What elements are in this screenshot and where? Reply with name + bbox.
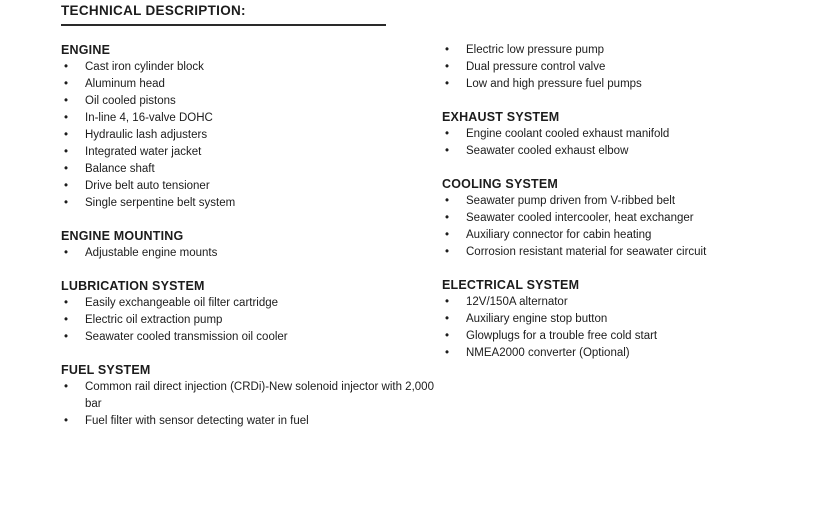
spec-section <box>61 228 446 262</box>
list-item-text: Auxiliary connector for cabin heating <box>466 229 652 241</box>
list-item-text: Aluminum head <box>85 78 165 90</box>
bullet-icon: • <box>64 197 69 209</box>
section-heading: ELECTRICAL SYSTEM <box>442 278 580 292</box>
bullet-icon: • <box>445 128 450 140</box>
list-item-text: Electric oil extraction pump <box>85 314 223 326</box>
bullet-icon: • <box>64 112 69 124</box>
bullet-icon: • <box>64 381 69 393</box>
list-item <box>442 143 830 160</box>
list-item <box>61 295 446 312</box>
spec-section <box>61 42 446 212</box>
list-item <box>61 312 446 329</box>
bullet-list <box>61 59 446 212</box>
list-item-text: Adjustable engine mounts <box>85 247 218 259</box>
list-item-text: In-line 4, 16-valve DOHC <box>85 112 213 124</box>
bullet-icon: • <box>445 246 450 258</box>
bullet-list <box>61 295 446 346</box>
bullet-list <box>442 294 830 362</box>
section-heading: LUBRICATION SYSTEM <box>61 279 205 293</box>
bullet-icon: • <box>445 229 450 241</box>
list-item <box>442 59 830 76</box>
bullet-icon: • <box>445 44 450 56</box>
list-item <box>442 76 830 93</box>
list-item-text: Integrated water jacket <box>85 146 202 158</box>
bullet-icon: • <box>64 61 69 73</box>
list-item-text: Fuel filter with sensor detecting water in fuel <box>85 415 309 427</box>
bullet-icon: • <box>445 313 450 325</box>
column-right <box>442 42 830 362</box>
list-item <box>61 195 446 212</box>
list-item-text: Cast iron cylinder block <box>85 61 204 73</box>
bullet-list <box>61 245 446 262</box>
section-heading: FUEL SYSTEM <box>61 363 151 377</box>
list-item <box>442 42 830 59</box>
bullet-icon: • <box>64 314 69 326</box>
list-item <box>442 210 830 227</box>
section-heading: ENGINE <box>61 43 111 57</box>
spec-section <box>442 176 830 261</box>
bullet-icon: • <box>64 297 69 309</box>
list-item-text: Seawater cooled intercooler, heat exchanger <box>466 212 694 224</box>
spec-section <box>442 277 830 362</box>
list-item <box>61 379 446 413</box>
bullet-icon: • <box>64 247 69 259</box>
bullet-list <box>61 379 446 430</box>
list-item <box>61 76 446 93</box>
list-item-text: 12V/150A alternator <box>466 296 568 308</box>
list-item-text: Seawater cooled exhaust elbow <box>466 145 629 157</box>
list-item-text: Hydraulic lash adjusters <box>85 129 208 141</box>
bullet-icon: • <box>445 347 450 359</box>
list-item-text: Auxiliary engine stop button <box>466 313 608 325</box>
bullet-list <box>442 193 830 261</box>
list-item-text: Corrosion resistant material for seawater circuit <box>466 246 707 258</box>
bullet-icon: • <box>445 330 450 342</box>
list-item <box>61 127 446 144</box>
list-item-text: Drive belt auto tensioner <box>85 180 210 192</box>
bullet-icon: • <box>445 61 450 73</box>
list-item <box>442 244 830 261</box>
list-item-text: Dual pressure control valve <box>466 61 606 73</box>
bullet-icon: • <box>64 129 69 141</box>
list-item-text: Easily exchangeable oil filter cartridge <box>85 297 279 309</box>
list-item <box>442 345 830 362</box>
bullet-list <box>442 126 830 160</box>
list-item-text: Seawater pump driven from V-ribbed belt <box>466 195 676 207</box>
bullet-icon: • <box>64 331 69 343</box>
bullet-icon: • <box>64 78 69 90</box>
list-item <box>61 144 446 161</box>
bullet-icon: • <box>64 180 69 192</box>
list-item <box>61 245 446 262</box>
spec-section <box>442 42 830 93</box>
spec-section <box>61 278 446 346</box>
section-heading: EXHAUST SYSTEM <box>442 110 560 124</box>
list-item-text: Oil cooled pistons <box>85 95 176 107</box>
document-title: TECHNICAL DESCRIPTION: <box>61 3 246 18</box>
bullet-icon: • <box>64 95 69 107</box>
spec-section <box>61 362 446 430</box>
document-title-underline <box>61 3 386 26</box>
bullet-icon: • <box>445 195 450 207</box>
list-item <box>61 178 446 195</box>
list-item <box>61 329 446 346</box>
list-item-text: Low and high pressure fuel pumps <box>466 78 642 90</box>
bullet-icon: • <box>445 212 450 224</box>
list-item <box>61 413 446 430</box>
bullet-icon: • <box>445 296 450 308</box>
list-item-text: Engine coolant cooled exhaust manifold <box>466 128 670 140</box>
spec-section <box>442 109 830 160</box>
list-item <box>61 110 446 127</box>
list-item-text: Seawater cooled transmission oil cooler <box>85 331 288 343</box>
list-item <box>442 328 830 345</box>
bullet-list <box>442 42 830 93</box>
bullet-icon: • <box>64 415 69 427</box>
list-item <box>442 311 830 328</box>
list-item <box>61 93 446 110</box>
list-item <box>61 161 446 178</box>
list-item <box>442 126 830 143</box>
bullet-icon: • <box>445 78 450 90</box>
column-left <box>61 42 446 430</box>
section-heading: ENGINE MOUNTING <box>61 229 184 243</box>
bullet-icon: • <box>445 145 450 157</box>
list-item <box>442 193 830 210</box>
list-item <box>442 294 830 311</box>
list-item <box>442 227 830 244</box>
section-heading: COOLING SYSTEM <box>442 177 559 191</box>
bullet-icon: • <box>64 146 69 158</box>
list-item-text: Balance shaft <box>85 163 155 175</box>
list-item-text: Glowplugs for a trouble free cold start <box>466 330 658 342</box>
list-item-text: NMEA2000 converter (Optional) <box>466 347 630 359</box>
list-item-text: Electric low pressure pump <box>466 44 605 56</box>
bullet-icon: • <box>64 163 69 175</box>
list-item-text: Common rail direct injection (CRDi)-New solenoid injector with 2,000 bar <box>85 381 434 410</box>
list-item-text: Single serpentine belt system <box>85 197 236 209</box>
list-item <box>61 59 446 76</box>
